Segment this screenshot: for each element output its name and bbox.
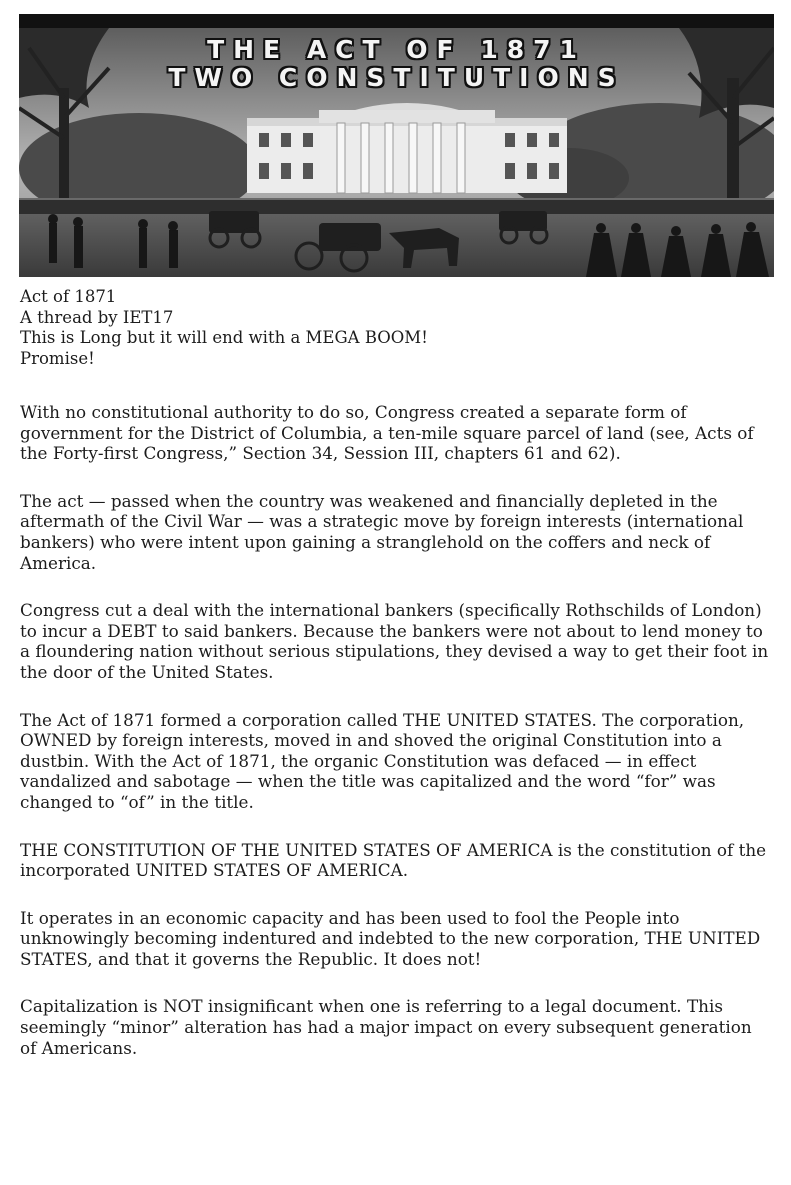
- paragraph: Capitalization is NOT insignificant when one is referring to a legal document. This seemingly “minor” alteration has had a major impact on every subsequent generation of Americans.: [20, 996, 752, 1058]
- article-body: [20, 287, 772, 1085]
- paragraph: The act — passed when the country was weakened and financially depleted in the aftermath of the Civil War — was a strategic move by foreign interests (international bankers) who were intent upon gaining a stranglehold on the coffers and neck of America.: [20, 490, 744, 573]
- banner-title-line2: TWO CONSTITUTIONS: [168, 63, 625, 92]
- article-intro: [20, 287, 772, 369]
- top-bar: [19, 14, 774, 28]
- paragraph: THE CONSTITUTION OF THE UNITED STATES OF AMERICA is the constitution of the incorporated UNITED STATES OF AMERICA.: [20, 839, 767, 881]
- banner-image: [19, 28, 774, 277]
- paragraph: Congress cut a deal with the international bankers (specifically Rothschilds of London) to incur a DEBT to said bankers. Because the bankers were not about to lend money to a floundering nation without serious stipulations, they devised a way to get their foot in the door of the United States.: [20, 600, 769, 682]
- paragraph: The Act of 1871 formed a corporation called THE UNITED STATES. The corporation, OWNED by foreign interests, moved in and shoved the original Constitution into a dustbin. With the Act of 1871, the organic Constitution was defaced — in effect vandalized and sabotage — when the title was capitalized and the word “for” was changed to “of” in the title.: [20, 709, 745, 812]
- intro-teaser: This is Long but it will end with a MEGA BOOM!: [20, 328, 428, 347]
- intro-title: Act of 1871: [20, 287, 117, 306]
- banner-title-line1: THE ACT OF 1871: [207, 35, 586, 64]
- paragraph: It operates in an economic capacity and has been used to fool the People into unknowingly becoming indentured and indebted to the new corporation, THE UNITED STATES, and that it governs the Republic. It does not!: [20, 907, 761, 969]
- paragraph: With no constitutional authority to do so, Congress created a separate form of government for the District of Columbia, a ten-mile square parcel of land (see, Acts of the Forty-first Congress,” Section 34, Session III, chapters 61 and 62).: [20, 402, 754, 464]
- intro-promise: Promise!: [20, 348, 95, 368]
- intro-author: A thread by IET17: [20, 307, 174, 327]
